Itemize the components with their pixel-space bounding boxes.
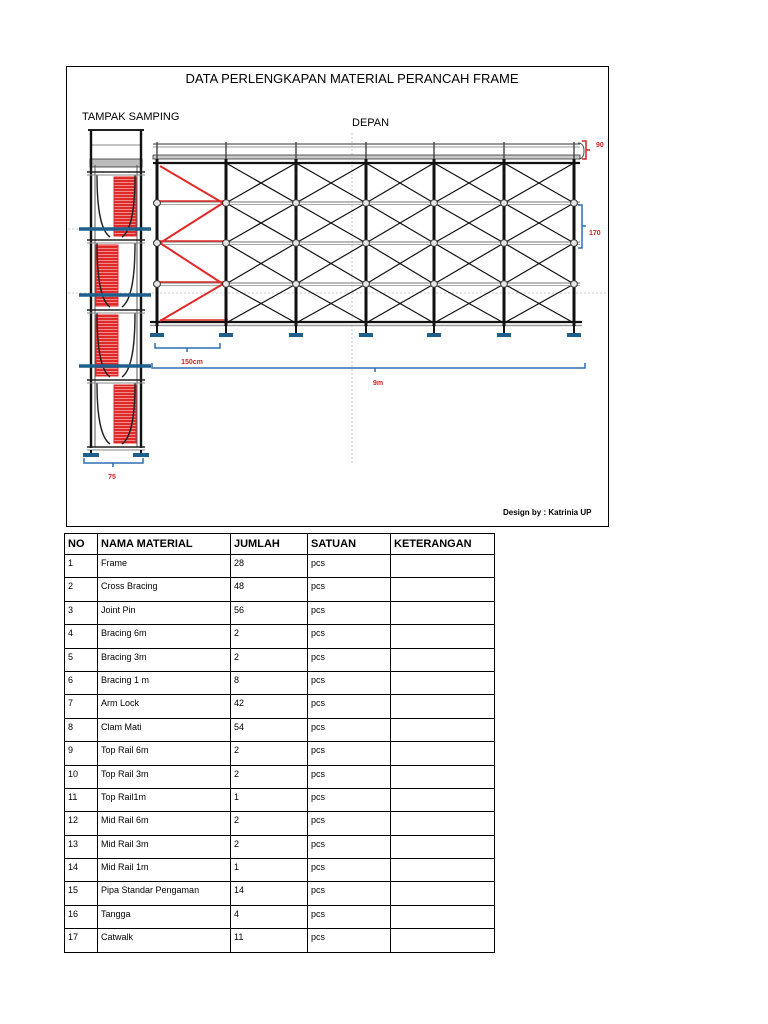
table-row (65, 625, 495, 648)
joint-pin (501, 200, 508, 207)
joint-pin (154, 240, 161, 247)
side-base-plate (133, 453, 149, 457)
cell-material-name: Top Rail 3m (98, 765, 231, 788)
cell-quantity: 14 (231, 882, 308, 905)
side-ladder (114, 177, 136, 236)
cell-unit: pcs (308, 555, 391, 578)
cell-row-number: 14 (65, 859, 98, 882)
header-unit: SATUAN (308, 534, 391, 555)
cell-material-name: Bracing 1 m (98, 671, 231, 694)
cell-remarks (391, 555, 495, 578)
dimension-lines (84, 141, 590, 467)
cell-material-name: Joint Pin (98, 601, 231, 624)
joint-pin (223, 240, 230, 247)
table-row (65, 788, 495, 811)
cell-quantity: 1 (231, 859, 308, 882)
cell-remarks (391, 648, 495, 671)
design-credit: Design by : Katrinia UP (503, 508, 592, 517)
table-header-row (65, 534, 495, 555)
cell-remarks (391, 742, 495, 765)
cell-material-name: Pipa Standar Pengaman (98, 882, 231, 905)
cell-remarks (391, 695, 495, 718)
cell-quantity: 48 (231, 578, 308, 601)
cell-unit: pcs (308, 671, 391, 694)
side-ladder (96, 245, 118, 306)
dim-label-bay-width: 150cm (181, 359, 203, 366)
joint-pin (501, 240, 508, 247)
table-row (65, 905, 495, 928)
cell-quantity: 4 (231, 905, 308, 928)
cell-quantity: 1 (231, 788, 308, 811)
table-row (65, 648, 495, 671)
cell-unit: pcs (308, 648, 391, 671)
cell-row-number: 11 (65, 788, 98, 811)
cell-unit: pcs (308, 578, 391, 601)
ladder-bracing (160, 166, 223, 321)
cell-unit: pcs (308, 788, 391, 811)
cell-material-name: Clam Mati (98, 718, 231, 741)
cell-material-name: Tangga (98, 905, 231, 928)
cell-row-number: 15 (65, 882, 98, 905)
base-plate (289, 333, 303, 337)
joint-pin (154, 281, 161, 288)
joint-pin (501, 281, 508, 288)
cell-remarks (391, 929, 495, 952)
joint-pin (571, 240, 578, 247)
cell-row-number: 8 (65, 718, 98, 741)
cell-remarks (391, 765, 495, 788)
cell-quantity: 2 (231, 835, 308, 858)
material-table (64, 533, 495, 953)
cell-row-number: 1 (65, 555, 98, 578)
cell-quantity: 2 (231, 812, 308, 835)
joint-pin (363, 240, 370, 247)
cell-row-number: 13 (65, 835, 98, 858)
cell-quantity: 2 (231, 765, 308, 788)
cell-material-name: Arm Lock (98, 695, 231, 718)
cell-row-number: 3 (65, 601, 98, 624)
joint-pin (293, 240, 300, 247)
table-row (65, 671, 495, 694)
joint-pin (431, 240, 438, 247)
header-material-name: NAMA MATERIAL (98, 534, 231, 555)
cell-unit: pcs (308, 765, 391, 788)
document-title: DATA PERLENGKAPAN MATERIAL PERANCAH FRAME (185, 71, 519, 86)
base-plate (150, 333, 164, 337)
dim-bracket-frame-width (84, 458, 143, 467)
base-plate (427, 333, 441, 337)
table-row (65, 555, 495, 578)
dim-bracket-bay-width (155, 343, 220, 352)
table-head (65, 534, 495, 555)
cell-remarks (391, 882, 495, 905)
joint-pin (571, 281, 578, 288)
cell-row-number: 5 (65, 648, 98, 671)
header-no: NO (65, 534, 98, 555)
cell-quantity: 28 (231, 555, 308, 578)
cell-unit: pcs (308, 835, 391, 858)
cell-material-name: Cross Bracing (98, 578, 231, 601)
table-row (65, 601, 495, 624)
table-row (65, 859, 495, 882)
cell-quantity: 54 (231, 718, 308, 741)
cell-row-number: 2 (65, 578, 98, 601)
cell-material-name: Bracing 6m (98, 625, 231, 648)
cell-quantity: 2 (231, 648, 308, 671)
table-row (65, 718, 495, 741)
cell-remarks (391, 578, 495, 601)
guide-lines (68, 133, 607, 465)
cell-unit: pcs (308, 905, 391, 928)
joint-pin (571, 200, 578, 207)
cell-row-number: 9 (65, 742, 98, 765)
cell-quantity: 2 (231, 625, 308, 648)
cell-unit: pcs (308, 859, 391, 882)
base-plate (567, 333, 581, 337)
header-quantity: JUMLAH (231, 534, 308, 555)
header-remarks: KETERANGAN (391, 534, 495, 555)
dim-label-total-length: 9m (372, 380, 384, 387)
side-view-scaffold (79, 130, 151, 457)
table-row (65, 835, 495, 858)
joint-pin (293, 281, 300, 288)
cell-quantity: 42 (231, 695, 308, 718)
table-row (65, 742, 495, 765)
dim-label-guardrail-height: 90 (596, 142, 604, 149)
cell-unit: pcs (308, 929, 391, 952)
cell-material-name: Top Rail1m (98, 788, 231, 811)
frame-arch (122, 243, 135, 307)
base-plate (359, 333, 373, 337)
table-row (65, 812, 495, 835)
cell-remarks (391, 601, 495, 624)
cell-remarks (391, 905, 495, 928)
front-view-scaffold (150, 142, 584, 337)
cell-material-name: Mid Rail 6m (98, 812, 231, 835)
cell-row-number: 12 (65, 812, 98, 835)
cell-quantity: 56 (231, 601, 308, 624)
joint-pin (363, 281, 370, 288)
joint-pin (293, 200, 300, 207)
cell-material-name: Mid Rail 1m (98, 859, 231, 882)
table-row (65, 882, 495, 905)
cell-remarks (391, 625, 495, 648)
table-row (65, 578, 495, 601)
cell-unit: pcs (308, 882, 391, 905)
table-body (65, 555, 495, 953)
joint-pin (431, 281, 438, 288)
cell-row-number: 7 (65, 695, 98, 718)
cell-remarks (391, 718, 495, 741)
joint-pin (154, 200, 161, 207)
cell-unit: pcs (308, 718, 391, 741)
dim-bracket-total-length (152, 363, 585, 372)
frame-arch (97, 383, 110, 444)
cell-unit: pcs (308, 625, 391, 648)
side-view-label: TAMPAK SAMPING (82, 111, 180, 123)
cell-material-name: Mid Rail 3m (98, 835, 231, 858)
cell-material-name: Top Rail 6m (98, 742, 231, 765)
cell-material-name: Frame (98, 555, 231, 578)
table-row (65, 929, 495, 952)
base-plate (219, 333, 233, 337)
side-base-plate (83, 453, 99, 457)
cell-remarks (391, 812, 495, 835)
joint-pin (363, 200, 370, 207)
side-ladder (114, 385, 136, 443)
dim-label-frame-width: 75 (108, 474, 116, 481)
cell-unit: pcs (308, 742, 391, 765)
cell-row-number: 17 (65, 929, 98, 952)
table-row (65, 695, 495, 718)
cell-material-name: Catwalk (98, 929, 231, 952)
cell-remarks (391, 788, 495, 811)
table-row (65, 765, 495, 788)
cell-row-number: 6 (65, 671, 98, 694)
joint-pin (223, 200, 230, 207)
dim-label-frame-height: 170 (589, 230, 601, 237)
cell-unit: pcs (308, 601, 391, 624)
side-catwalk-platform (90, 159, 142, 167)
cell-remarks (391, 835, 495, 858)
cell-row-number: 4 (65, 625, 98, 648)
cell-unit: pcs (308, 812, 391, 835)
joint-pin (431, 200, 438, 207)
cell-row-number: 10 (65, 765, 98, 788)
cell-remarks (391, 859, 495, 882)
cell-row-number: 16 (65, 905, 98, 928)
cell-unit: pcs (308, 695, 391, 718)
joint-pin (223, 281, 230, 288)
cell-quantity: 2 (231, 742, 308, 765)
cell-quantity: 11 (231, 929, 308, 952)
front-view-label: DEPAN (352, 117, 390, 129)
cell-material-name: Bracing 3m (98, 648, 231, 671)
base-plate (497, 333, 511, 337)
cell-remarks (391, 671, 495, 694)
cell-quantity: 8 (231, 671, 308, 694)
